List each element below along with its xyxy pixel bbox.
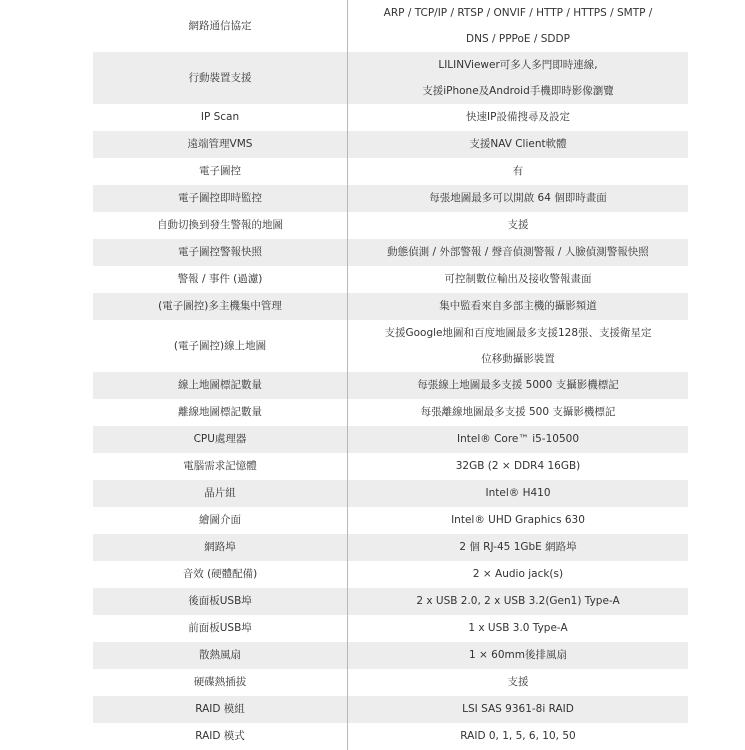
spec-row <box>93 212 688 239</box>
spec-label: 警報 / 事件 (過濾) <box>93 266 347 293</box>
spec-label: (電子圖控)線上地圖 <box>93 320 347 372</box>
spec-value-line: LILINViewer可多人多門即時連線, <box>438 58 598 71</box>
spec-value-line: 快速IP設備搜尋及設定 <box>466 111 570 123</box>
spec-value-line: 每張線上地圖最多支援 5000 支攝影機標記 <box>417 379 619 391</box>
spec-value <box>347 480 688 507</box>
spec-label: 晶片組 <box>93 480 347 507</box>
spec-value-line: 可控制數位輸出及接收警報畫面 <box>444 273 592 285</box>
spec-label: 音效 (硬體配備) <box>93 561 347 588</box>
spec-value-line: ARP / TCP/IP / RTSP / ONVIF / HTTP / HTTPS / SMTP / <box>383 6 653 19</box>
spec-label: RAID 模組 <box>93 696 347 723</box>
spec-value-line: 支援 <box>507 219 529 231</box>
spec-value-line: Intel® H410 <box>485 487 551 499</box>
spec-value <box>347 131 688 158</box>
spec-label: (電子圖控)多主機集中管理 <box>93 293 347 320</box>
spec-label: 電子圖控即時監控 <box>93 185 347 212</box>
spec-value-line: 2 × Audio jack(s) <box>472 568 564 580</box>
spec-value <box>347 588 688 615</box>
spec-row <box>93 426 688 453</box>
spec-value-line: 1 x USB 3.0 Type-A <box>468 622 568 634</box>
spec-label: 自動切換到發生警報的地圖 <box>93 212 347 239</box>
spec-value <box>347 426 688 453</box>
spec-row <box>93 507 688 534</box>
spec-row <box>93 293 688 320</box>
spec-value-line: DNS / PPPoE / SDDP <box>466 32 570 45</box>
spec-value <box>347 320 688 372</box>
spec-value-line: 支援NAV Client軟體 <box>469 138 567 150</box>
spec-value <box>347 534 688 561</box>
spec-value-line: 位移動攝影裝置 <box>481 352 555 365</box>
spec-value-line: 1 × 60mm後排風扇 <box>469 649 567 661</box>
spec-value <box>347 453 688 480</box>
spec-label: CPU處理器 <box>93 426 347 453</box>
spec-value-line: 有 <box>512 165 524 177</box>
spec-row <box>93 723 688 750</box>
spec-label: 網路通信協定 <box>93 0 347 52</box>
spec-value-line: Intel® UHD Graphics 630 <box>451 514 585 526</box>
spec-value <box>347 104 688 131</box>
spec-value-line: RAID 0, 1, 5, 6, 10, 50 <box>460 730 576 742</box>
spec-value <box>347 642 688 669</box>
spec-row <box>93 399 688 426</box>
spec-row <box>93 534 688 561</box>
spec-label: 電腦需求記憶體 <box>93 453 347 480</box>
spec-value <box>347 696 688 723</box>
spec-row <box>93 696 688 723</box>
spec-label: 電子圖控 <box>93 158 347 185</box>
spec-value-line: LSI SAS 9361-8i RAID <box>462 703 574 715</box>
spec-value <box>347 239 688 266</box>
spec-label: RAID 模式 <box>93 723 347 750</box>
spec-value-line: 支援 <box>507 676 529 688</box>
spec-value <box>347 212 688 239</box>
spec-value <box>347 185 688 212</box>
spec-label: 繪圖介面 <box>93 507 347 534</box>
spec-value <box>347 293 688 320</box>
spec-value <box>347 615 688 642</box>
spec-label: IP Scan <box>93 104 347 131</box>
spec-row <box>93 372 688 399</box>
spec-row <box>93 588 688 615</box>
spec-row <box>93 185 688 212</box>
spec-value <box>347 669 688 696</box>
spec-value <box>347 399 688 426</box>
spec-row <box>93 561 688 588</box>
spec-value-line: 32GB (2 × DDR4 16GB) <box>455 460 581 472</box>
spec-value-line: 2 個 RJ-45 1GbE 網路埠 <box>459 541 577 553</box>
spec-value-line: 每張地圖最多可以開啟 64 個即時畫面 <box>429 192 607 204</box>
spec-value-line: 動態偵測 / 外部警報 / 聲音偵測警報 / 人臉偵測警報快照 <box>387 246 649 258</box>
spec-row <box>93 0 688 52</box>
spec-value-line: 集中監看來自多部主機的攝影頻道 <box>439 300 597 312</box>
spec-value-line: 支援iPhone及Android手機即時影像瀏覽 <box>422 84 614 97</box>
spec-label: 遠端管理VMS <box>93 131 347 158</box>
spec-value-line: Intel® Core™ i5-10500 <box>456 433 579 445</box>
spec-label: 線上地圖標記數量 <box>93 372 347 399</box>
spec-row <box>93 52 688 104</box>
spec-value <box>347 723 688 750</box>
spec-table <box>93 0 688 750</box>
spec-row <box>93 266 688 293</box>
spec-value-line: 每張離線地圖最多支援 500 支攝影機標記 <box>420 406 616 418</box>
spec-row <box>93 131 688 158</box>
spec-label: 網路埠 <box>93 534 347 561</box>
spec-row <box>93 104 688 131</box>
spec-row <box>93 615 688 642</box>
spec-row <box>93 320 688 372</box>
spec-value <box>347 52 688 104</box>
spec-value <box>347 507 688 534</box>
spec-value <box>347 372 688 399</box>
spec-label: 硬碟熱插拔 <box>93 669 347 696</box>
spec-value <box>347 158 688 185</box>
spec-row <box>93 480 688 507</box>
spec-label: 後面板USB埠 <box>93 588 347 615</box>
spec-row <box>93 239 688 266</box>
spec-value <box>347 0 688 52</box>
spec-label: 電子圖控警報快照 <box>93 239 347 266</box>
spec-row <box>93 453 688 480</box>
spec-value-line: 2 x USB 2.0, 2 x USB 3.2(Gen1) Type-A <box>416 595 620 607</box>
spec-value-line: 支援Google地圖和百度地圖最多支援128張、支援衛星定 <box>384 326 652 339</box>
spec-row <box>93 642 688 669</box>
spec-label: 散熱風扇 <box>93 642 347 669</box>
spec-label: 離線地圖標記數量 <box>93 399 347 426</box>
spec-value <box>347 561 688 588</box>
spec-label: 前面板USB埠 <box>93 615 347 642</box>
spec-row <box>93 158 688 185</box>
spec-value <box>347 266 688 293</box>
spec-row <box>93 669 688 696</box>
spec-label: 行動裝置支援 <box>93 52 347 104</box>
